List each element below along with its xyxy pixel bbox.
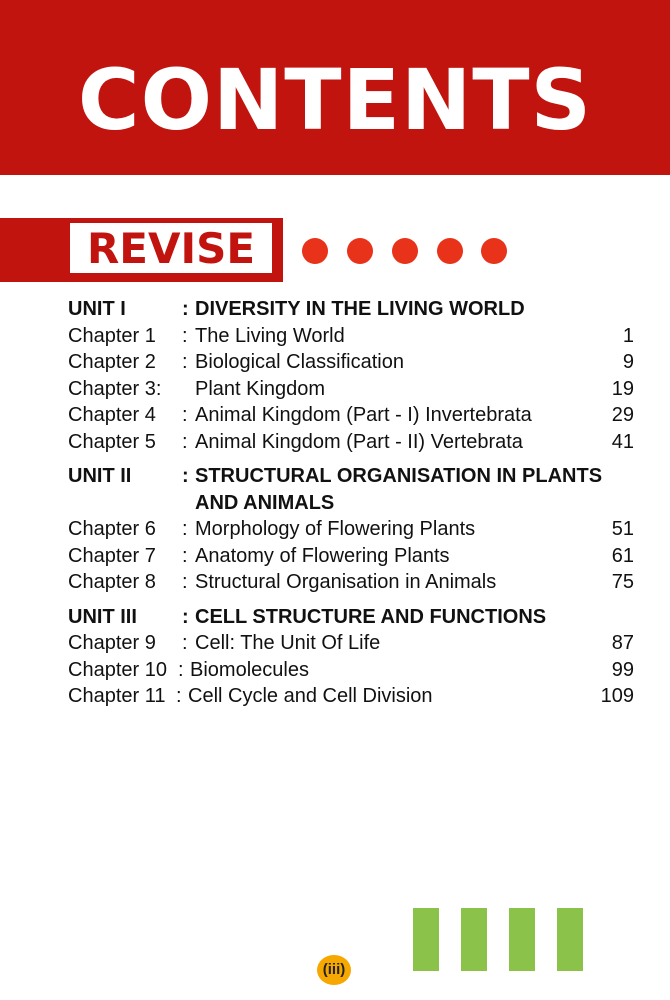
chapter-page: 109: [600, 685, 634, 707]
page-number: (iii): [317, 955, 351, 985]
bar-icon: [461, 908, 487, 971]
chapter-colon: :: [182, 632, 188, 654]
dot-icon: [481, 238, 507, 264]
dot-icon: [437, 238, 463, 264]
chapter-page: 99: [611, 658, 634, 681]
bar-icon: [557, 908, 583, 971]
chapter-colon: :: [182, 544, 188, 567]
chapter-label: Chapter 3:: [68, 377, 162, 400]
unit-row-continued: [68, 490, 636, 517]
chapter-page: 51: [611, 518, 634, 540]
chapter-colon: :: [176, 685, 182, 707]
chapter-label: Chapter 10: [68, 658, 167, 681]
chapter-row[interactable]: [68, 376, 636, 403]
chapter-row[interactable]: [68, 349, 636, 376]
chapter-label: Chapter 11: [68, 685, 166, 707]
dot-icon: [392, 238, 418, 264]
dot-icon: [302, 238, 328, 264]
chapter-page: 87: [611, 632, 634, 654]
bar-icon: [509, 908, 535, 971]
unit-title-continued: AND ANIMALS: [195, 491, 335, 514]
chapter-colon: :: [182, 404, 188, 426]
chapter-row[interactable]: [68, 402, 636, 429]
chapter-page: 41: [611, 430, 634, 453]
chapter-title: The Living World: [195, 324, 345, 347]
chapter-label: Chapter 6: [68, 518, 156, 540]
chapter-page: 75: [611, 571, 634, 593]
bar-icon: [413, 908, 439, 971]
chapter-title: Cell Cycle and Cell Division: [188, 685, 433, 707]
unit-label: UNIT II: [68, 465, 132, 487]
chapter-colon: :: [178, 658, 184, 681]
chapter-row[interactable]: [68, 630, 636, 657]
chapter-row[interactable]: [68, 657, 636, 684]
unit-title: STRUCTURAL ORGANISATION IN PLANTS: [195, 465, 603, 487]
chapter-colon: :: [182, 571, 188, 593]
unit-colon: :: [182, 298, 189, 320]
unit-label: UNIT III: [68, 605, 137, 628]
unit-row: [68, 296, 636, 323]
revise-box: [68, 221, 274, 275]
chapter-title: Biomolecules: [190, 658, 309, 681]
unit-colon: :: [182, 605, 189, 628]
chapter-page: 61: [611, 544, 634, 567]
chapter-title: Animal Kingdom (Part - II) Vertebrata: [195, 430, 523, 453]
chapter-label: Chapter 7: [68, 544, 156, 567]
chapter-row[interactable]: [68, 683, 636, 710]
chapter-page: 19: [611, 377, 634, 400]
chapter-title: Biological Classification: [195, 351, 404, 373]
chapter-page: 9: [622, 351, 634, 373]
chapter-title: Structural Organisation in Animals: [195, 571, 497, 593]
chapter-colon: :: [182, 430, 188, 453]
section-label: REVISE: [86, 224, 256, 273]
chapter-label: Chapter 4: [68, 404, 156, 426]
unit-row: [68, 463, 636, 490]
unit-title: DIVERSITY IN THE LIVING WORLD: [195, 298, 525, 320]
chapter-row[interactable]: [68, 569, 636, 596]
chapter-title: Anatomy of Flowering Plants: [195, 544, 450, 567]
chapter-row[interactable]: [68, 323, 636, 350]
dot-icon: [347, 238, 373, 264]
chapter-row[interactable]: [68, 429, 636, 456]
chapter-title: Cell: The Unit Of Life: [195, 632, 381, 654]
chapter-row[interactable]: [68, 543, 636, 570]
unit-title: CELL STRUCTURE AND FUNCTIONS: [195, 605, 547, 628]
unit-row: [68, 604, 636, 631]
chapter-colon: :: [182, 518, 188, 540]
chapter-label: Chapter 1: [68, 324, 156, 347]
page-title: CONTENTS: [77, 51, 593, 149]
chapter-page: 29: [611, 404, 634, 426]
unit-label: UNIT I: [68, 298, 126, 320]
chapter-label: Chapter 2: [68, 351, 156, 373]
chapter-colon: :: [182, 324, 188, 347]
chapter-label: Chapter 9: [68, 632, 156, 654]
table-of-contents: [68, 296, 636, 710]
chapter-row[interactable]: [68, 516, 636, 543]
chapter-label: Chapter 8: [68, 571, 156, 593]
unit-colon: :: [182, 465, 189, 487]
chapter-label: Chapter 5: [68, 430, 156, 453]
chapter-page: 1: [622, 324, 634, 347]
chapter-title: Animal Kingdom (Part - I) Invertebrata: [195, 404, 532, 426]
chapter-title: Morphology of Flowering Plants: [195, 518, 476, 540]
chapter-colon: :: [182, 351, 188, 373]
chapter-title: Plant Kingdom: [195, 377, 326, 400]
